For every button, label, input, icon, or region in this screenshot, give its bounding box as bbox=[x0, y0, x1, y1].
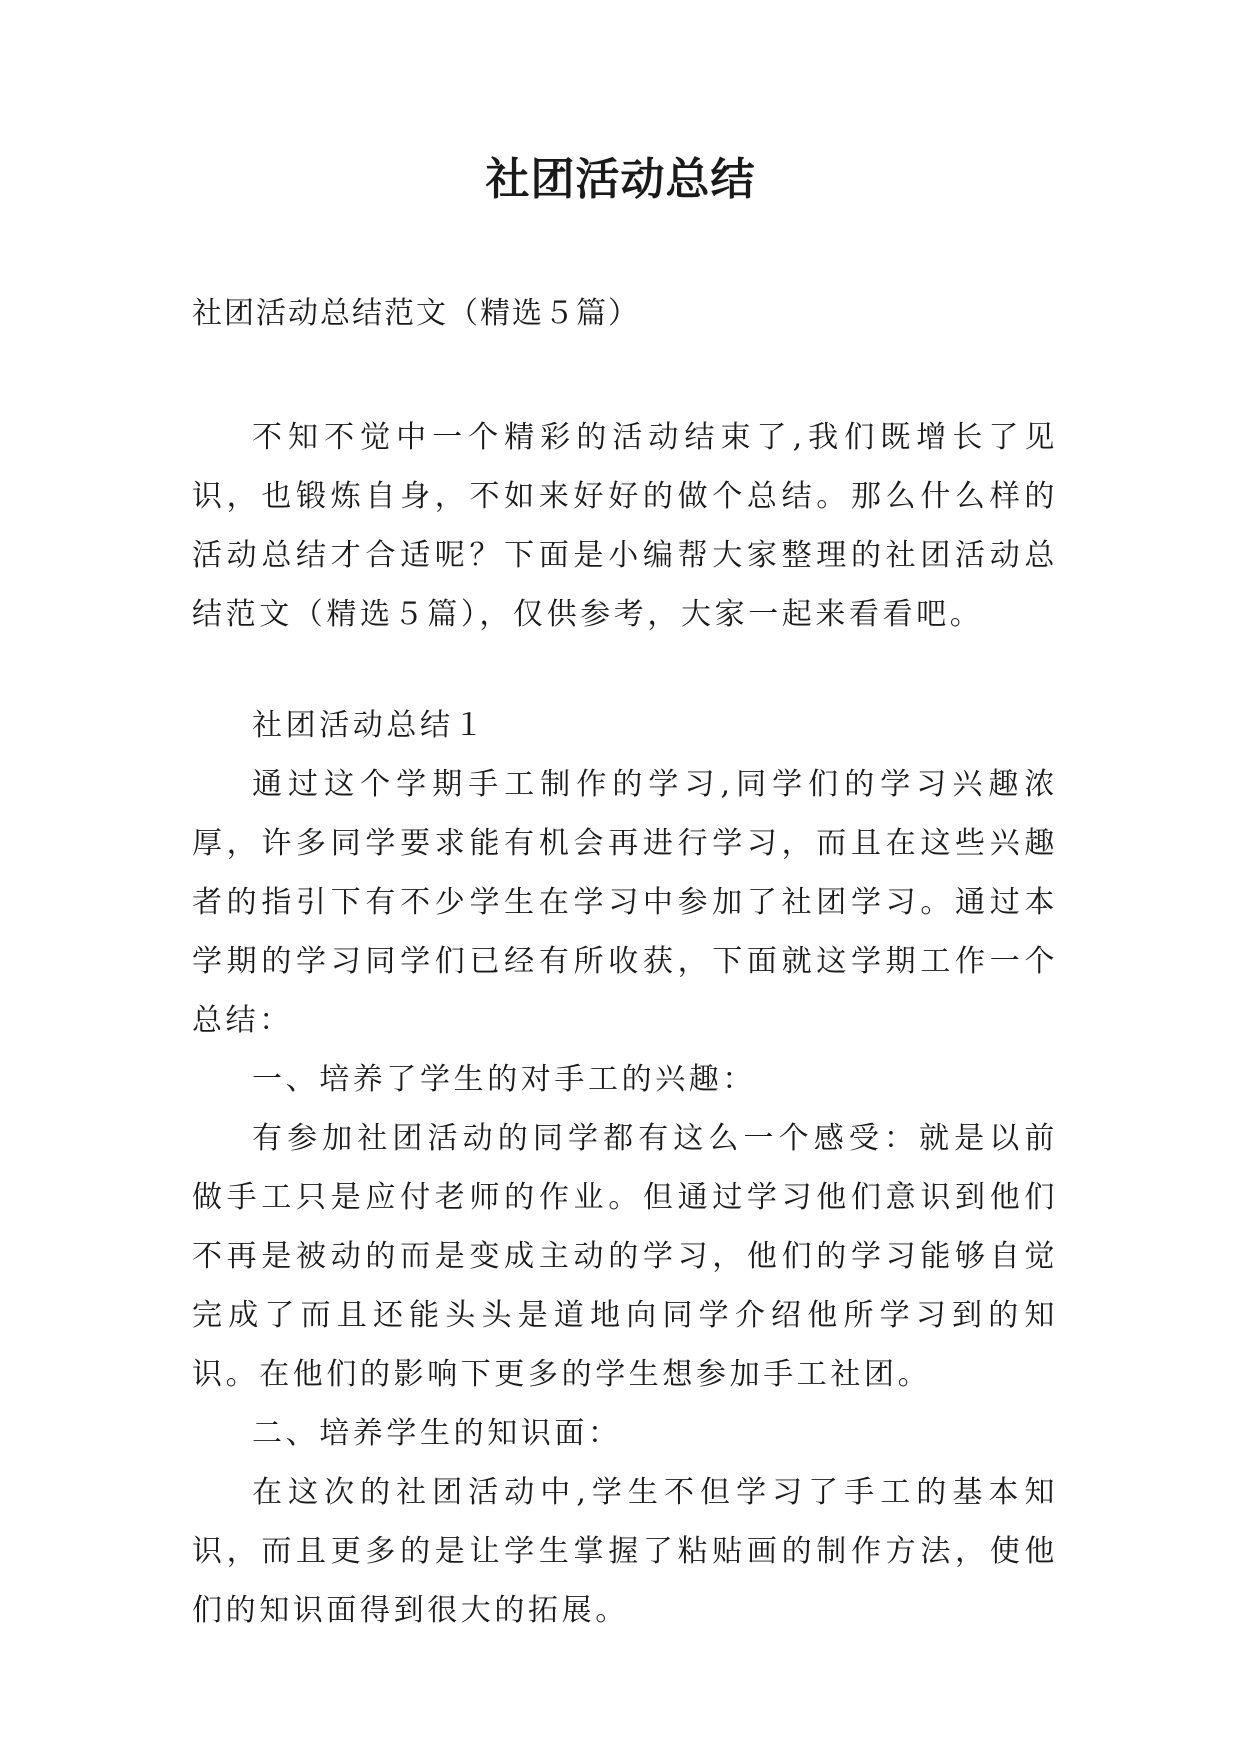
intro-block bbox=[192, 408, 1058, 644]
section-heading: 社团活动总结１ bbox=[252, 708, 488, 743]
main-body bbox=[192, 696, 1058, 1640]
intro-paragraph: 不知不觉中一个精彩的活动结束了,我们既增长了见识，也锻炼自身，不如来好好的做个总结。那么什么样的活动总结才合适呢？下面是小编帮大家整理的社团活动总结范文（精选５篇），仅供参考，大家一起来看看吧。 bbox=[192, 420, 1058, 632]
body-paragraph: 有参加社团活动的同学都有这么一个感受：就是以前做手工只是应付老师的作业。但通过学习他们意识到他们不再是被动的而是变成主动的学习，他们的学习能够自觉完成了而且还能头头是道地向同学介绍他所学习到的知识。在他们的影响下更多的学生想参加手工社团。 bbox=[192, 1121, 1058, 1392]
point-heading: 二、培养学生的知识面： bbox=[252, 1416, 622, 1451]
point-heading: 一、培养了学生的对手工的兴趣： bbox=[252, 1062, 756, 1097]
body-paragraph: 通过这个学期手工制作的学习,同学们的学习兴趣浓厚，许多同学要求能有机会再进行学习，而且在这些兴趣者的指引下有不少学生在学习中参加了社团学习。通过本学期的学习同学们已经有所收获，下面就这学期工作一个总结： bbox=[192, 767, 1058, 1038]
document-title: 社团活动总结 bbox=[485, 154, 756, 205]
body-paragraph: 在这次的社团活动中,学生不但学习了手工的基本知识，而且更多的是让学生掌握了粘贴画的制作方法，使他们的知识面得到很大的拓展。 bbox=[192, 1475, 1058, 1628]
document-subtitle: 社团活动总结范文（精选５篇） bbox=[192, 296, 640, 331]
